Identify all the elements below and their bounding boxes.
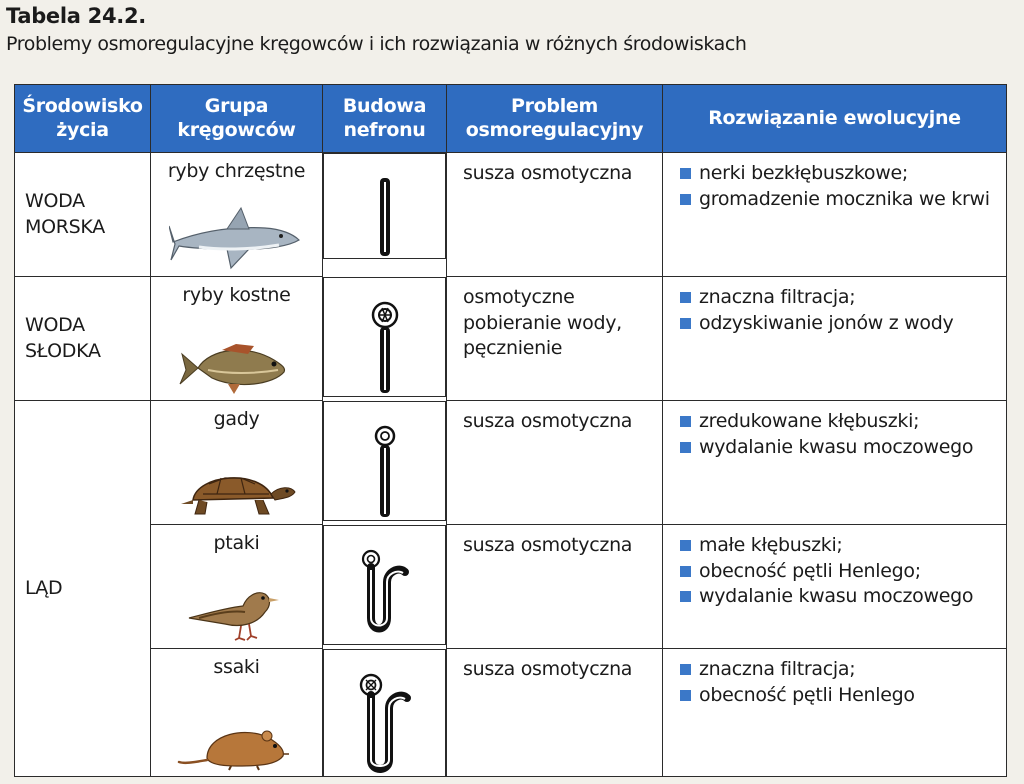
solution-item: nerki bezkłębuszkowe; [677, 161, 1006, 187]
group-cell [151, 401, 323, 525]
header-nephron: Budowa nefronu [323, 85, 447, 153]
nephron-large-glomerulus-icon [369, 300, 401, 396]
vole-icon [177, 718, 297, 772]
solution-cell [663, 525, 1007, 649]
nephron-cell [323, 153, 446, 259]
solution-cell [663, 401, 1007, 525]
table-row [15, 525, 1007, 649]
table-row [15, 401, 1007, 525]
problem-cell: osmotyczne pobieranie wody, pęcznienie [447, 277, 663, 401]
env-fresh-water: WODA SŁODKA [15, 277, 151, 401]
group-cell [151, 153, 323, 277]
table-row [15, 153, 1007, 277]
group-label: ssaki [213, 656, 260, 678]
nephron-cell [323, 277, 446, 397]
osmoregulation-table [14, 84, 1007, 777]
nephron-cell [323, 401, 446, 521]
problem-cell: susza osmotyczna [447, 153, 663, 277]
header-environment: Środowisko życia [15, 85, 151, 153]
header-solution: Rozwiązanie ewolucyjne [663, 85, 1007, 153]
solution-item: wydalanie kwasu moczowego [677, 584, 1006, 610]
group-cell [151, 525, 323, 649]
solution-cell [663, 649, 1007, 777]
nephron-cell [323, 649, 446, 777]
nephron-no-glomerulus-icon [375, 176, 395, 258]
nephron-short-loop-icon [359, 548, 411, 644]
table-row [15, 649, 1007, 777]
group-cell [151, 277, 323, 401]
header-row [15, 85, 1007, 153]
solution-item: obecność pętli Henlego [677, 683, 1006, 709]
solution-cell [663, 153, 1007, 277]
table-number: Tabela 24.2. [6, 4, 146, 28]
nephron-small-glomerulus-icon [371, 424, 399, 520]
group-label: ryby chrzęstne [167, 160, 306, 182]
group-label: gady [213, 408, 260, 430]
bird-icon [185, 578, 289, 644]
solution-item: wydalanie kwasu moczowego [677, 435, 1006, 461]
solution-item: znaczna filtracja; [677, 657, 1006, 683]
solution-cell [663, 277, 1007, 401]
shark-icon [169, 202, 305, 272]
table-caption: Problemy osmoregulacyjne kręgowców i ich rozwiązania w różnych środowiskach [6, 33, 747, 55]
nephron-cell [323, 525, 446, 645]
table-row [15, 277, 1007, 401]
env-land: LĄD [15, 401, 151, 777]
solution-item: odzyskiwanie jonów z wody [677, 311, 1006, 337]
problem-cell: susza osmotyczna [447, 401, 663, 525]
header-group: Grupa kręgowców [151, 85, 323, 153]
solution-item: zredukowane kłębuszki; [677, 409, 1006, 435]
header-problem: Problem osmoregulacyjny [447, 85, 663, 153]
turtle-icon [175, 464, 299, 520]
nephron-long-loop-icon [357, 672, 413, 776]
solution-item: małe kłębuszki; [677, 533, 1006, 559]
solution-item: znaczna filtracja; [677, 285, 1006, 311]
solution-item: gromadzenie mocznika we krwi [677, 187, 1006, 213]
solution-item: obecność pętli Henlego; [677, 559, 1006, 585]
env-sea-water: WODA MORSKA [15, 153, 151, 277]
fish-icon [178, 338, 296, 396]
problem-cell: susza osmotyczna [447, 649, 663, 777]
group-cell [151, 649, 323, 777]
group-label: ptaki [213, 532, 260, 554]
group-label: ryby kostne [182, 284, 291, 306]
problem-cell: susza osmotyczna [447, 525, 663, 649]
